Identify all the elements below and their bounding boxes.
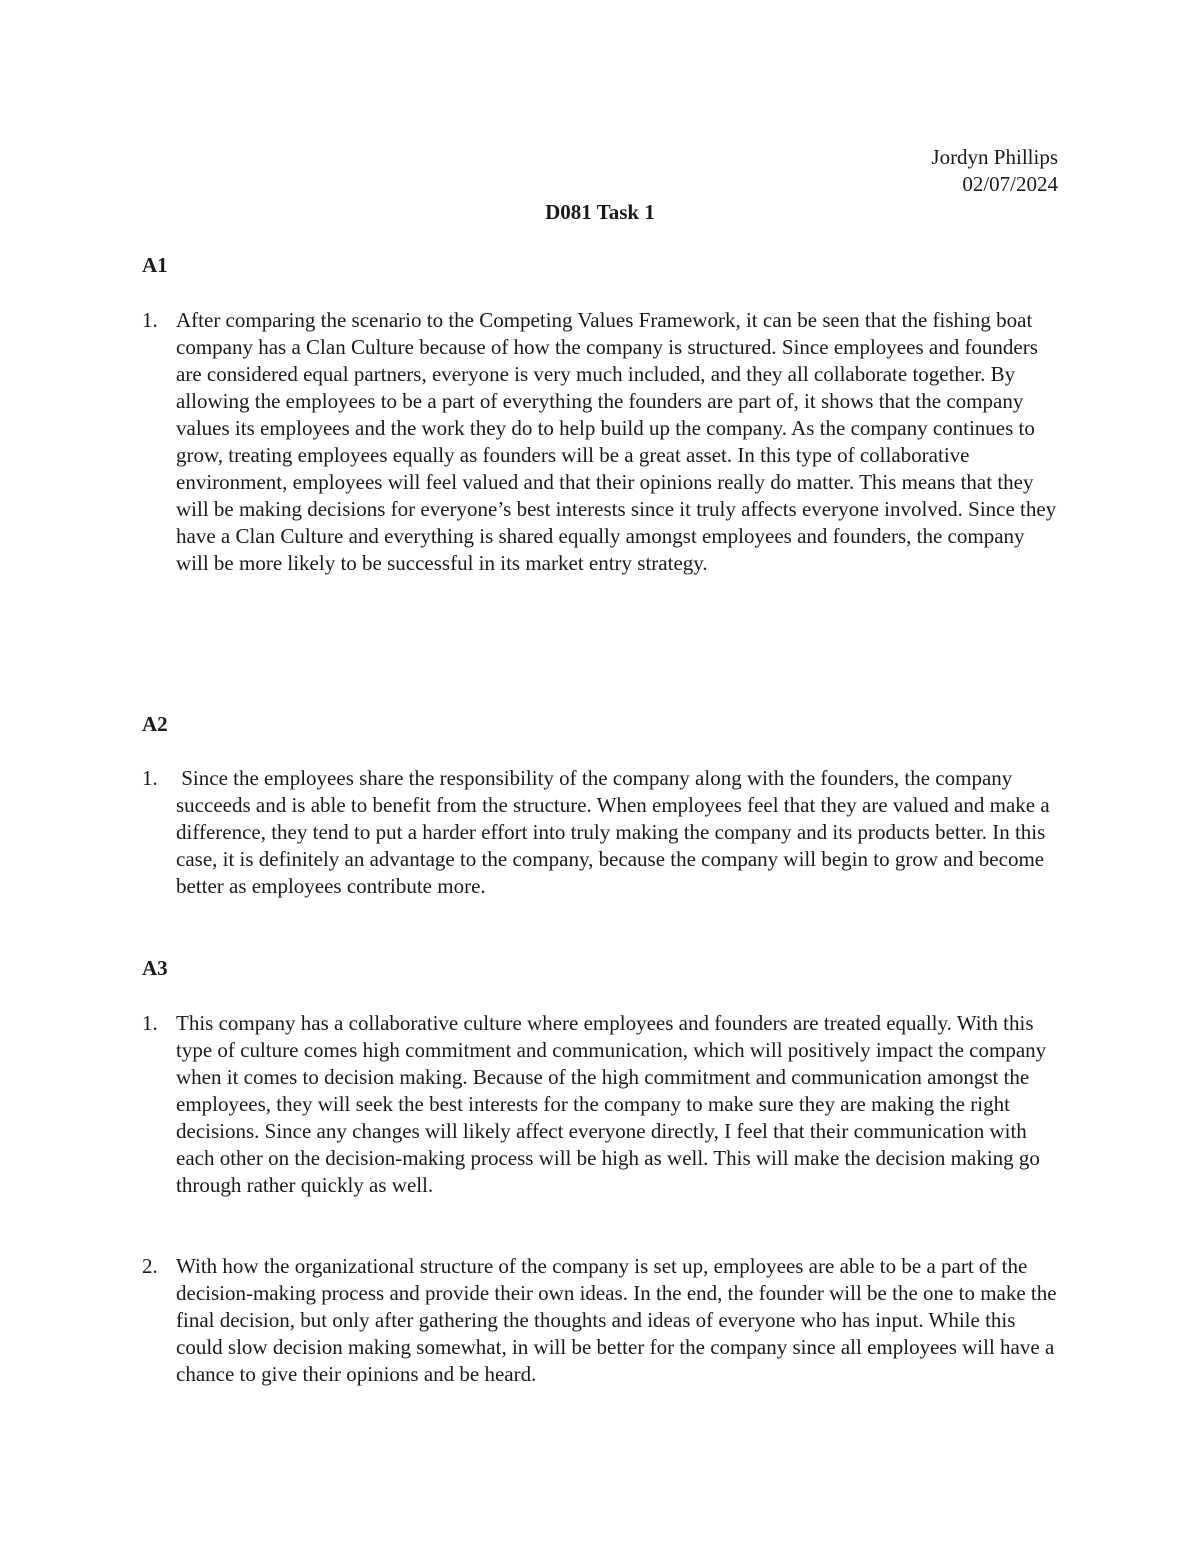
document-date: 02/07/2024 xyxy=(962,172,1058,196)
list-number: 1. xyxy=(142,1011,158,1035)
section-heading-a1: A1 xyxy=(142,253,168,277)
list-number: 2. xyxy=(142,1254,158,1278)
author-name: Jordyn Phillips xyxy=(931,145,1058,169)
list-number: 1. xyxy=(142,308,158,332)
list-item-text: Since the employees share the responsibility of the company along with the founders, the company succeeds and is able to benefit from the structure. When employees feel that they are valued and make a difference, they tend to put a harder effort into truly making the company and its products better. In this case, it is definitely an advantage to the company, because the company will begin to grow and become better as employees contribute more. xyxy=(176,766,1055,898)
list-item xyxy=(142,307,1062,577)
list-item xyxy=(142,765,1062,900)
section-heading-a2: A2 xyxy=(142,712,168,736)
document-title: D081 Task 1 xyxy=(545,200,655,224)
list-item-text: This company has a collaborative culture where employees and founders are treated equally. With this type of culture comes high commitment and communication, which will positively impact the company when it comes to decision making. Because of the high commitment and communication amongst the employees, they will seek the best interests for the company to make sure they are making the right decisions. Since any changes will likely affect everyone directly, I feel that their communication with each other on the decision-making process will be high as well. This will make the decision making go through rather quickly as well. xyxy=(176,1011,1047,1197)
list-item xyxy=(142,1253,1062,1388)
header-meta xyxy=(931,144,1058,198)
list-item xyxy=(142,1010,1062,1199)
list-item-text: With how the organizational structure of the company is set up, employees are able to be a part of the decision-making process and provide their own ideas. In the end, the founder will be the one to make the final decision, but only after gathering the thoughts and ideas of everyone who has input. While this could slow decision making somewhat, in will be better for the company since all employees will have a chance to give their opinions and be heard. xyxy=(176,1254,1057,1386)
list-item-text: After comparing the scenario to the Competing Values Framework, it can be seen that the fishing boat company has a Clan Culture because of how the company is structured. Since employees and founders are considered equal partners, everyone is very much included, and they all collaborate together. By allowing the employees to be a part of everything the founders are part of, it shows that the company values its employees and the work they do to help build up the company. As the company continues to grow, treating employees equally as founders will be a great asset. In this type of collaborative environment, employees will feel valued and that their opinions really do matter. This means that they will be making decisions for everyone’s best interests since it truly affects everyone involved. Since they have a Clan Culture and everything is shared equally amongst employees and founders, the company will be more likely to be successful in its market entry strategy. xyxy=(176,308,1057,575)
list-number: 1. xyxy=(142,766,158,790)
section-heading-a3: A3 xyxy=(142,956,168,980)
